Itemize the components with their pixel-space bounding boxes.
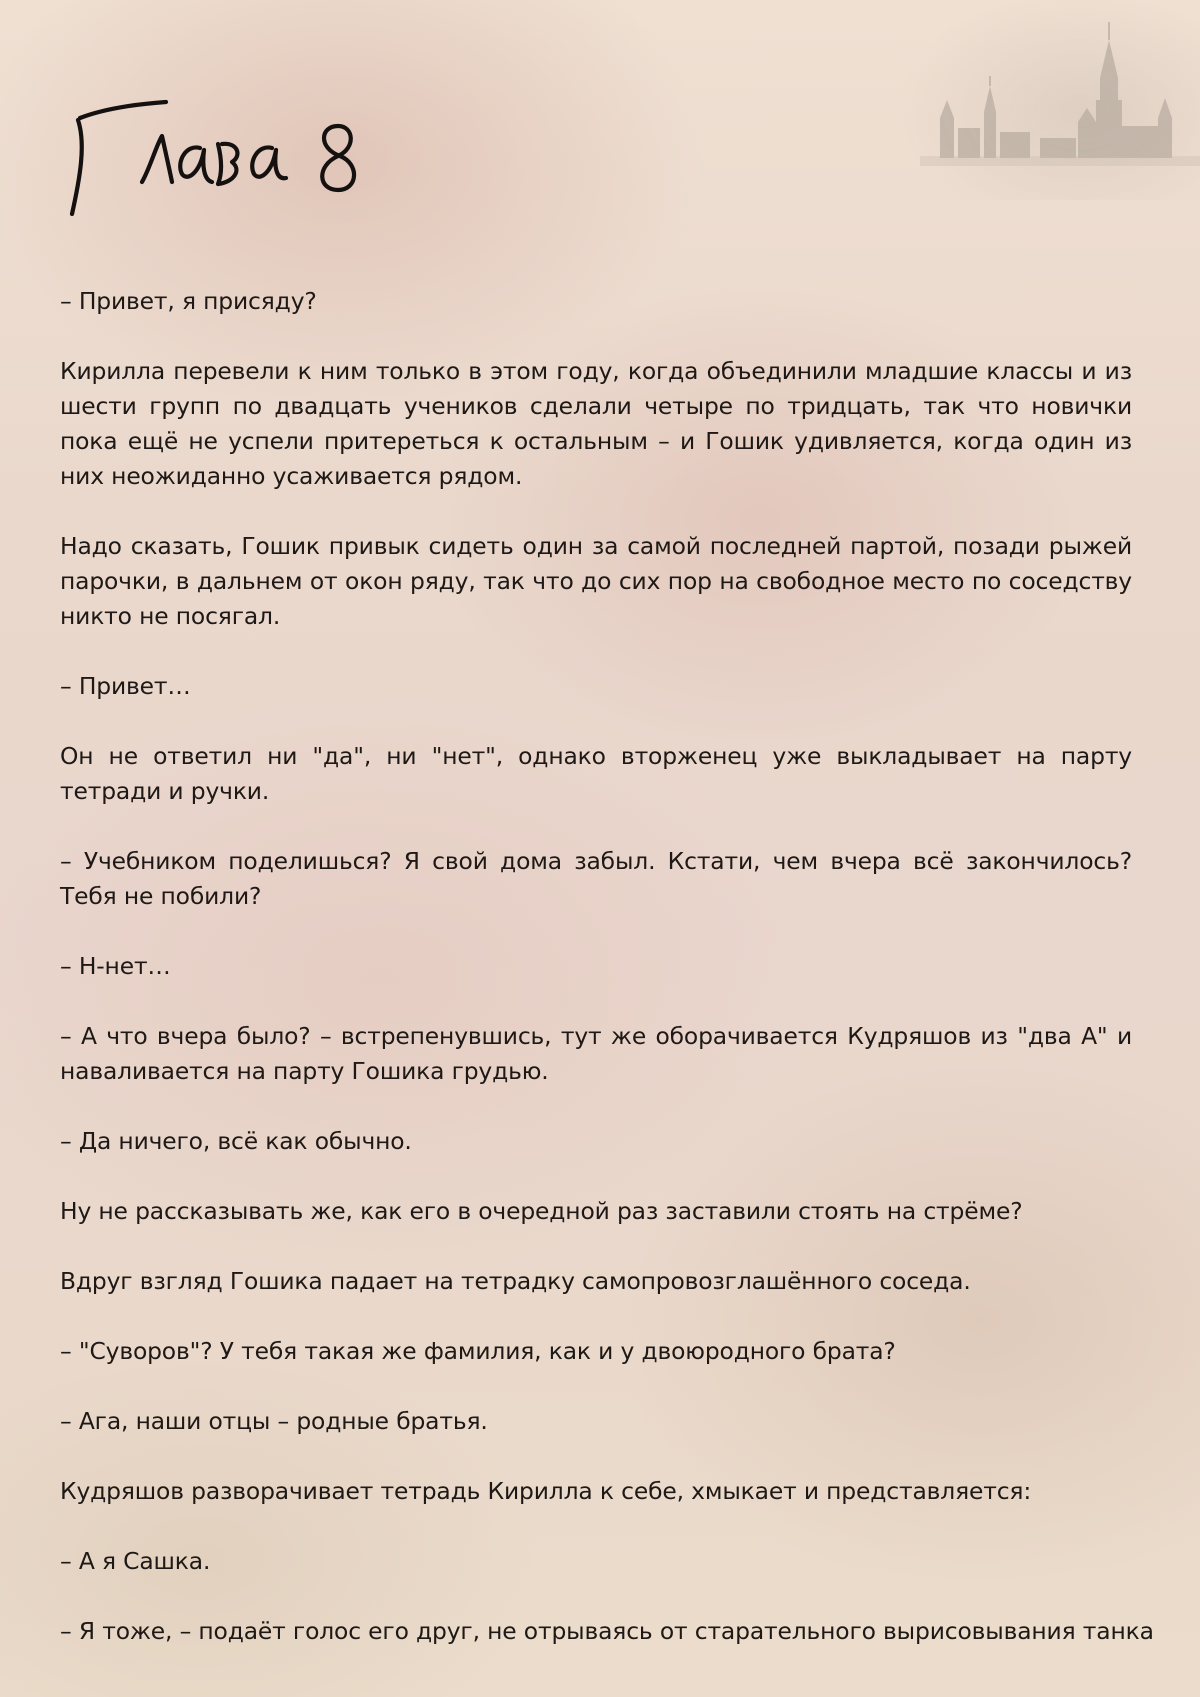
paragraph-8: – А что вчера было? – встрепенувшись, тут же оборачивается Кудряшов из "два А" и наваливается на парту Гошика грудью.	[60, 1022, 1132, 1085]
paragraph-9: – Да ничего, всё как обычно.	[60, 1127, 412, 1155]
paragraph-14: Кудряшов разворачивает тетрадь Кирилла к себе, хмыкает и представляется:	[60, 1477, 1032, 1505]
paragraph-6: – Учебником поделишься? Я свой дома забыл. Кстати, чем вчера всё закончилось? Тебя не побили?	[60, 847, 1132, 910]
paragraph-11: Вдруг взгляд Гошика падает на тетрадку самопровозглашённого соседа.	[60, 1267, 971, 1295]
chapter-text	[60, 284, 1154, 1649]
paragraph-16: – Я тоже, – подаёт голос его друг, не отрываясь от старательного вырисовывания танка	[60, 1617, 1154, 1645]
paragraph-5: Он не ответил ни "да", ни "нет", однако вторженец уже выкладывает на парту тетради и ручки.	[60, 742, 1132, 805]
paragraph-10: Ну не рассказывать же, как его в очередной раз заставили стоять на стрёме?	[60, 1197, 1023, 1225]
paragraph-12: – "Суворов"? У тебя такая же фамилия, как и у двоюродного брата?	[60, 1337, 896, 1365]
paragraph-3: Надо сказать, Гошик привык сидеть один за самой последней партой, позади рыжей парочки, в дальнем от окон ряду, так что до сих пор на свободное место по соседству никто не посягал.	[60, 532, 1132, 630]
chapter-heading	[58, 86, 418, 236]
chapter-heading-text	[418, 86, 419, 87]
paragraph-4: – Привет…	[60, 672, 191, 700]
paragraph-1: – Привет, я присяду?	[60, 287, 317, 315]
city-skyline-watermark-icon	[900, 0, 1200, 200]
paragraph-13: – Ага, наши отцы – родные братья.	[60, 1407, 488, 1435]
paragraph-2: Кирилла перевели к ним только в этом году, когда объединили младшие классы и из шести групп по двадцать учеников сделали четыре по тридцать, так что новички пока ещё не успели притереться к остальным – и Гошик удивляется, когда один из них неожиданно усаживается рядом.	[60, 357, 1132, 490]
chapter-heading-handwriting	[58, 86, 418, 236]
paragraph-15: – А я Сашка.	[60, 1547, 211, 1575]
paragraph-7: – Н-нет…	[60, 952, 171, 980]
